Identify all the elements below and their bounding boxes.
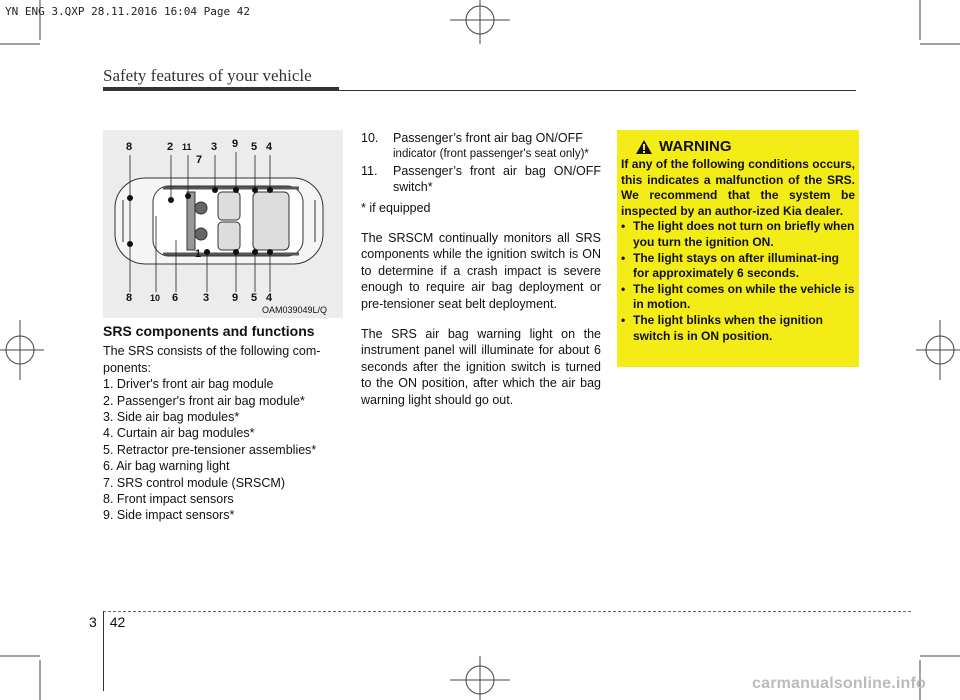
figure-label: 4 xyxy=(266,141,273,153)
bullet-text: The light blinks when the ignition switch is in ON position. xyxy=(633,312,823,343)
footer-dotted-rule xyxy=(103,611,911,612)
srs-diagram-figure xyxy=(103,130,343,318)
warning-header xyxy=(635,138,855,155)
list-item-11 xyxy=(361,163,601,196)
warning-box xyxy=(617,130,859,367)
figure-caption: OAM039049L/Q xyxy=(262,305,328,315)
list-item: 1. Driver's front air bag module xyxy=(103,377,274,392)
figure-label: 3 xyxy=(203,292,210,304)
list-item: 7. SRS control module (SRSCM) xyxy=(103,475,286,490)
car-top-view-illustration xyxy=(103,130,343,318)
warning-list xyxy=(621,219,855,344)
print-header-tag: YN ENG 3.QXP 28.11.2016 16:04 Page 42 xyxy=(5,5,251,18)
item-text: Passenger’s front air bag ON/OFF switch* xyxy=(393,163,601,195)
page-number xyxy=(89,614,125,630)
warning-body xyxy=(621,157,855,344)
list-item: 3. Side air bag modules* xyxy=(103,410,240,425)
item-number: 11. xyxy=(361,163,378,178)
figure-label: 4 xyxy=(266,292,273,304)
warning-light-paragraph: The SRS air bag warning light on the instrument panel will illuminate for about 6 seconds after the ignition switch is turned to the ON position, after which the air bag warning light should go out. xyxy=(361,327,601,407)
srs-intro: The SRS consists of the following com-ponents: xyxy=(103,344,321,375)
if-equipped-note: * if equipped xyxy=(361,200,431,215)
item-text: Passenger’s front air bag ON/OFF xyxy=(393,131,583,145)
figure-label: 1 xyxy=(195,248,202,260)
list-item: 9. Side impact sensors* xyxy=(103,508,235,523)
list-item: 8. Front impact sensors xyxy=(103,492,234,507)
chapter-number: 3 xyxy=(89,614,97,630)
list-item: • The light blinks when the ignition switch is in ON position. xyxy=(621,313,855,344)
list-item: 4. Curtain air bag modules* xyxy=(103,426,255,441)
figure-label: 2 xyxy=(167,141,174,153)
warning-triangle-icon xyxy=(635,139,653,155)
warning-intro: If any of the following conditions occurs, this indicates a malfunction of the SRS. We recommend that the system be inspected by an author-ized Kia dealer. xyxy=(621,157,855,218)
page-number-value: 42 xyxy=(109,614,126,630)
list-item: • The light stays on after illuminat-ing for approximately 6 seconds. xyxy=(621,251,855,282)
figure-label: 9 xyxy=(232,292,239,304)
list-item-10 xyxy=(361,130,601,163)
figure-label: 5 xyxy=(251,292,258,304)
figure-label: 8 xyxy=(126,141,133,153)
figure-label: 6 xyxy=(172,292,179,304)
figure-label: 7 xyxy=(196,154,203,166)
list-item: 2. Passenger's front air bag module* xyxy=(103,393,305,408)
srs-continued-section xyxy=(361,130,601,408)
figure-label: 9 xyxy=(232,138,239,150)
list-item: 6. Air bag warning light xyxy=(103,459,230,474)
figure-label: 5 xyxy=(251,141,258,153)
list-item: • The light comes on while the vehicle is in motion. xyxy=(621,281,855,312)
srs-heading: SRS components and functions xyxy=(103,323,315,339)
monitor-paragraph: The SRSCM continually monitors all SRS components while the ignition switch is ON to determine if a crash impact is severe enough to require air bag deployment or pre-tensioner seat belt deployment. xyxy=(361,231,601,311)
title-rule-thin xyxy=(339,90,856,91)
list-item: • The light does not turn on briefly when you turn the ignition ON. xyxy=(621,219,855,249)
title-rule-thick xyxy=(103,87,339,91)
figure-label: 10 xyxy=(150,293,161,303)
footer-watermark: carmanualsonline.info xyxy=(752,675,927,692)
item-subtext: indicator (front passenger's seat only)* xyxy=(393,148,589,161)
srs-components-section xyxy=(103,323,343,524)
figure-label: 3 xyxy=(211,141,218,153)
bullet-text: The light comes on while the vehicle is in motion. xyxy=(633,281,855,312)
warning-title: WARNING xyxy=(659,138,732,155)
bullet-text: The light does not turn on briefly when you turn the ignition ON. xyxy=(633,219,855,249)
item-number: 10. xyxy=(361,131,379,145)
list-item: 5. Retractor pre-tensioner assemblies* xyxy=(103,442,317,457)
figure-label: 11 xyxy=(182,142,192,152)
section-title: Safety features of your vehicle xyxy=(103,66,312,85)
bullet-text: The light stays on after illuminat-ing for approximately 6 seconds. xyxy=(633,250,840,281)
figure-label: 8 xyxy=(126,292,133,304)
